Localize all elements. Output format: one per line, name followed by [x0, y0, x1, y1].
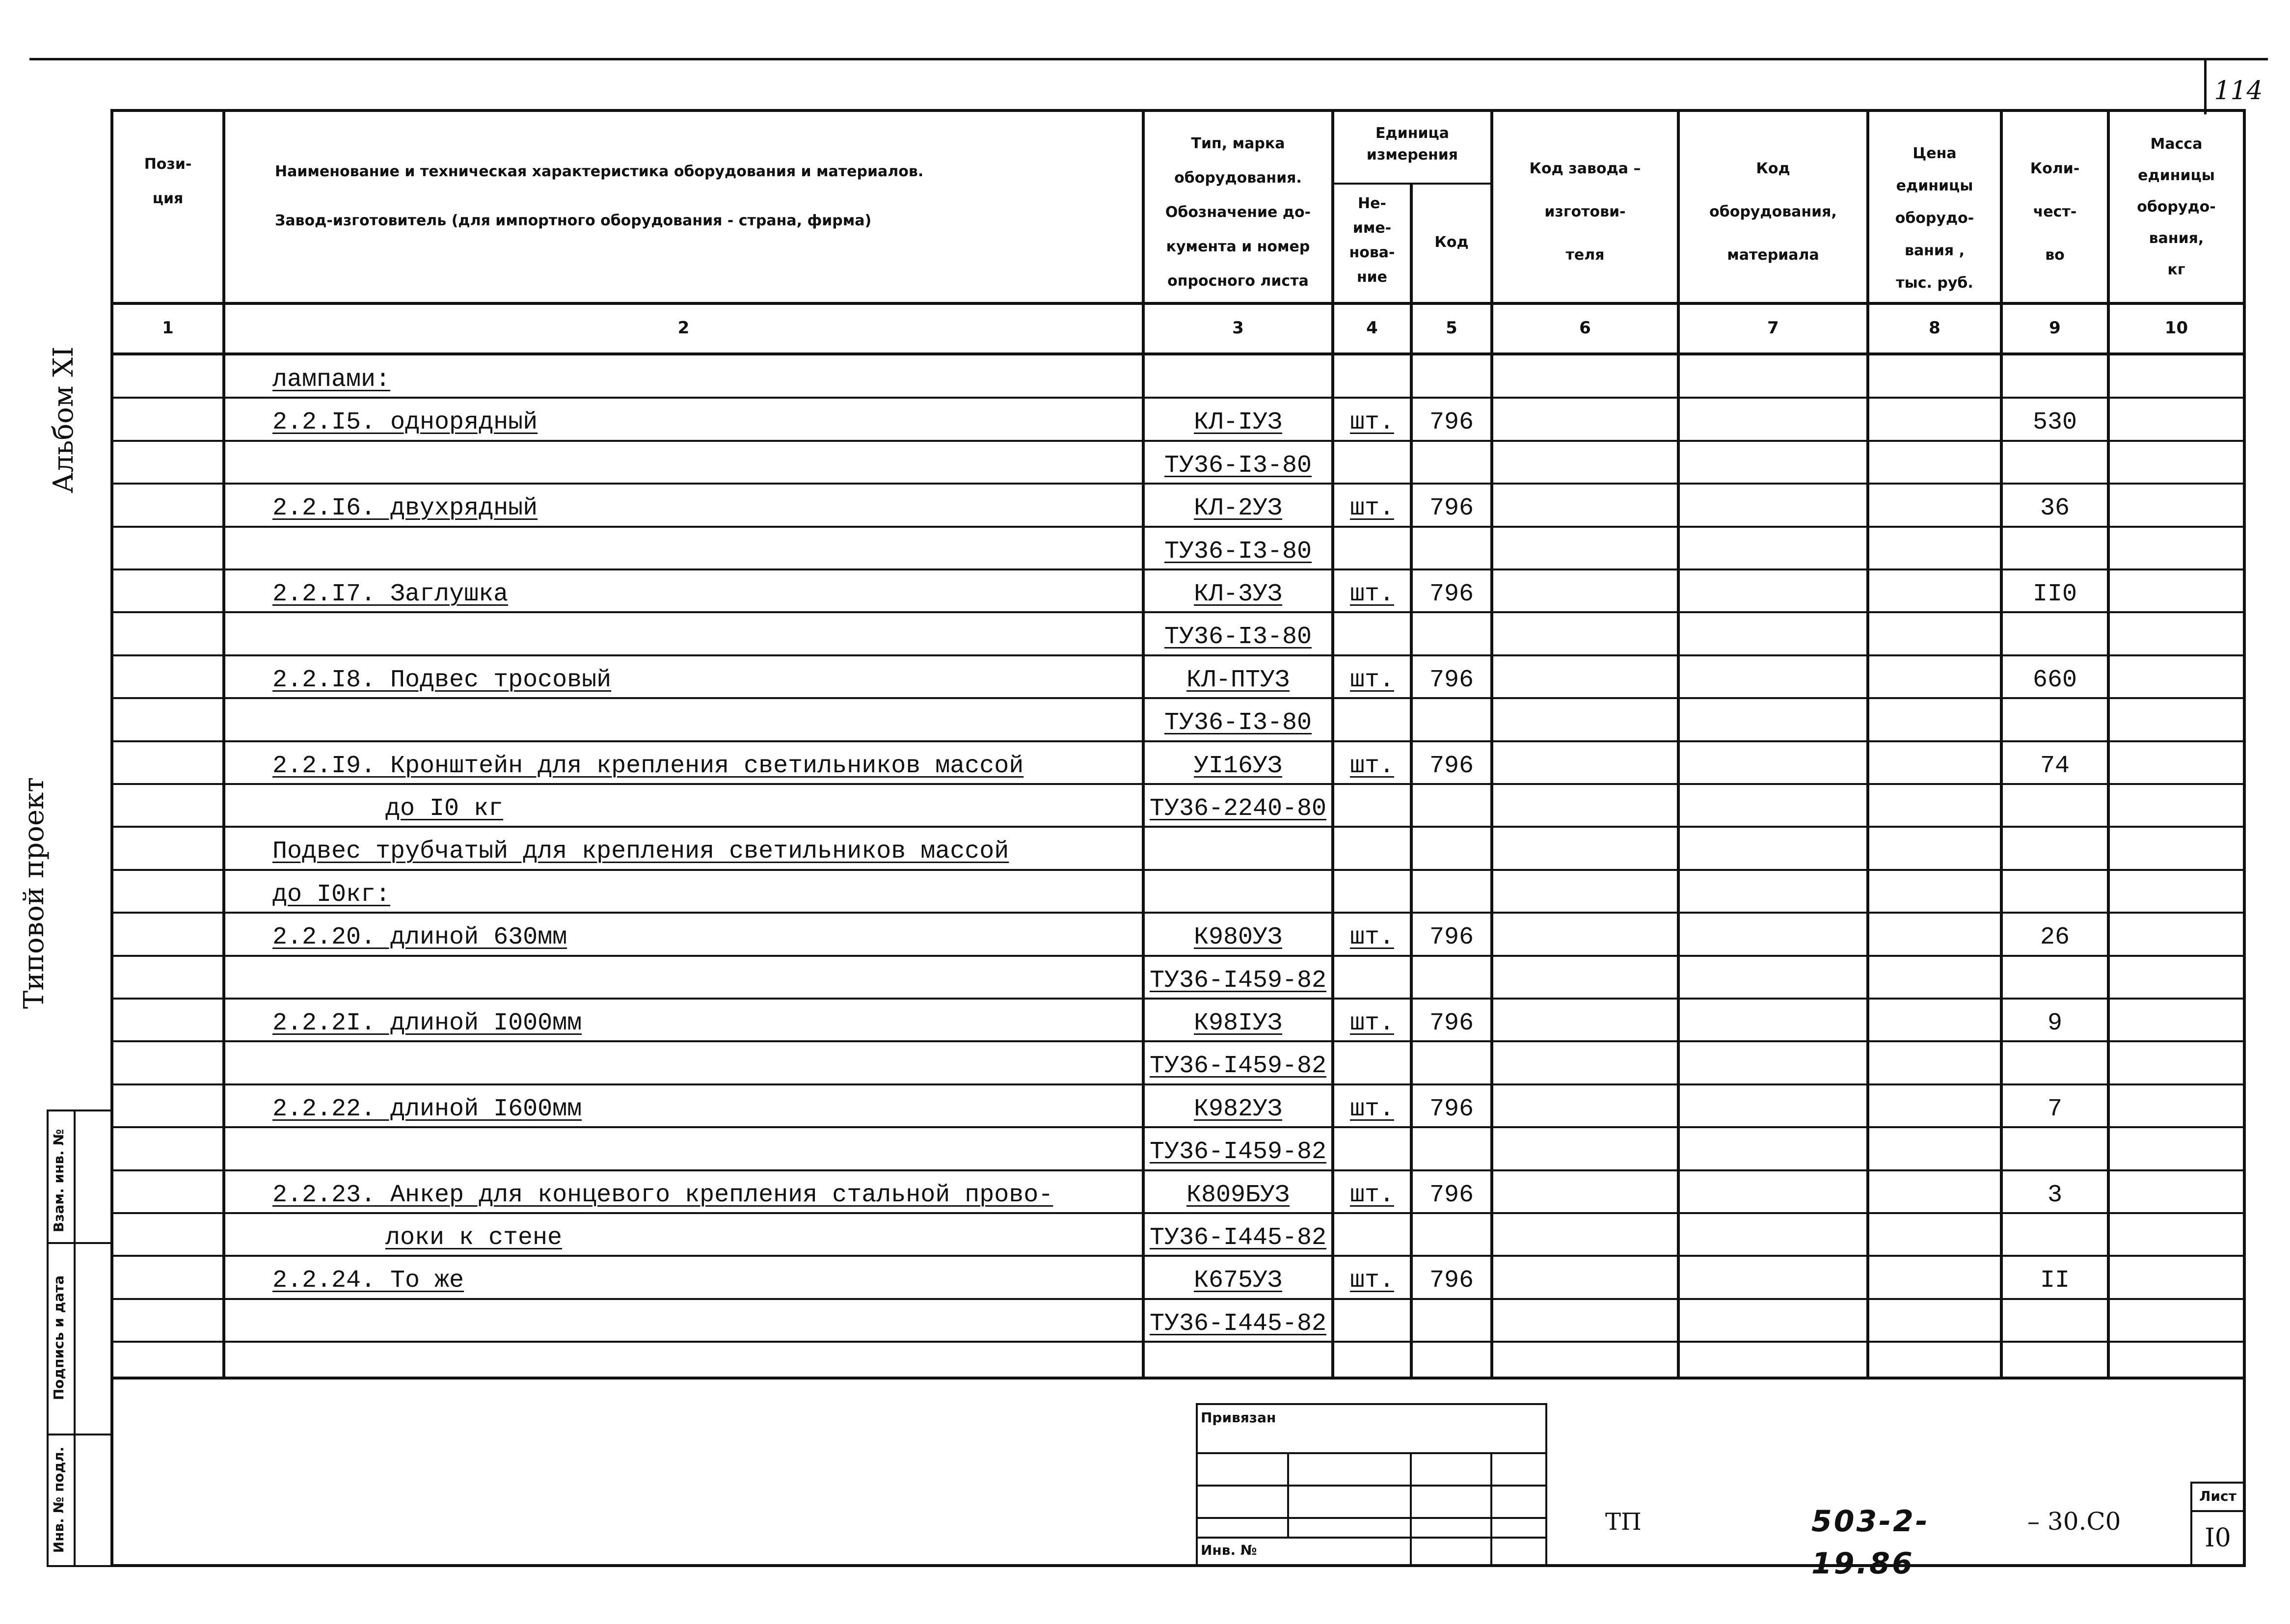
top-border-line — [29, 58, 2268, 60]
colnum-10: 10 — [2164, 318, 2188, 338]
table-cell-name — [272, 1128, 1136, 1171]
table-cell-pos — [113, 1128, 222, 1171]
table-cell-qty — [2003, 1042, 2107, 1085]
stamp-inv-no: Инв. № подл. — [51, 1446, 67, 1553]
table-cell-pos — [113, 999, 222, 1042]
top-number-divider — [2204, 58, 2207, 114]
header-col9: Коли- чест- во — [2030, 160, 2080, 264]
table-cell-unit — [1334, 827, 1410, 870]
col-line-1 — [222, 109, 225, 1380]
privyazan-left — [1196, 1403, 1198, 1565]
table-cell-qty — [2003, 870, 2107, 914]
table-cell-pos — [113, 699, 222, 742]
title-suffix: – 30.С0 — [2027, 1507, 2121, 1536]
table-cell-qty — [2003, 527, 2107, 570]
privyazan-right — [1545, 1403, 1547, 1565]
inv-no-label: Инв. № — [1201, 1542, 1257, 1558]
sheet-number-top: 114 — [2214, 76, 2263, 106]
header-col4: Не- име- нова- ние — [1349, 195, 1395, 286]
table-cell-pos — [113, 1085, 222, 1128]
table-cell-name: 2.2.I7. Заглушка — [272, 580, 509, 608]
table-cell-type — [1145, 870, 1331, 914]
table-cell-type: К980УЗ — [1193, 923, 1283, 951]
table-cell-type: К809БУЗ — [1186, 1181, 1290, 1209]
header-col6: Код завода – изготови- теля — [1529, 160, 1641, 264]
table-cell-pos — [113, 742, 222, 785]
table-cell-qty — [2003, 785, 2107, 828]
table-cell-qty — [2003, 699, 2107, 742]
privyazan-v3 — [1490, 1452, 1492, 1565]
privyazan-h3 — [1196, 1517, 1546, 1519]
table-cell-code: 796 — [1429, 1009, 1474, 1037]
table-cell-code: 796 — [1429, 580, 1474, 608]
side-label-project: Типовой проект — [18, 777, 50, 1009]
table-cell-pos — [113, 398, 222, 441]
table-cell-unit: шт. — [1349, 752, 1394, 780]
table-cell-type: К98IУЗ — [1193, 1009, 1283, 1037]
table-cell-code — [1413, 441, 1490, 485]
table-cell-name: Подвес трубчатый для крепления светильников массой — [272, 838, 1009, 866]
table-cell-name: 2.2.2I. длиной I000мм — [272, 1009, 582, 1037]
table-cell-pos — [113, 1042, 222, 1085]
privyazan-label: Привязан — [1201, 1409, 1276, 1426]
table-cell-unit: шт. — [1349, 923, 1394, 951]
table-cell-name: лампами: — [272, 366, 391, 394]
table-cell-qty: 26 — [2040, 923, 2070, 951]
header-col1: Пози- ция — [144, 156, 192, 207]
header-col5: Код — [1434, 234, 1469, 251]
table-cell-code: 796 — [1429, 1095, 1474, 1123]
table-cell-qty — [2003, 355, 2107, 399]
table-cell-type: К982УЗ — [1193, 1095, 1283, 1123]
header-col3: Тип, марка оборудования. Обозначение до- кумента и номер опросного листа — [1165, 135, 1311, 290]
table-cell-name: 2.2.I6. двухрядный — [272, 494, 538, 522]
table-cell-code — [1413, 785, 1490, 828]
table-cell-qty: 3 — [2047, 1181, 2062, 1209]
header-col8: Цена единицы оборудо- вания , тыс. руб. — [1895, 145, 1974, 292]
table-cell-type: К675УЗ — [1193, 1267, 1283, 1295]
table-cell-code: 796 — [1429, 1267, 1474, 1295]
col-line-9 — [2107, 109, 2110, 1380]
table-cell-unit — [1334, 527, 1410, 570]
table-cell-qty: 74 — [2040, 752, 2070, 780]
sheet-box-top — [2190, 1482, 2244, 1484]
table-cell-code — [1413, 699, 1490, 742]
table-cell-qty: 36 — [2040, 494, 2070, 522]
table-cell-type: ТУ36-I459-82 — [1149, 1052, 1327, 1080]
table-cell-unit — [1334, 785, 1410, 828]
table-cell-name — [272, 1299, 1136, 1343]
stamp-sign-date: Подпись и дата — [51, 1275, 67, 1401]
table-cell-unit — [1334, 699, 1410, 742]
table-cell-qty — [2003, 1214, 2107, 1257]
table-cell-name — [272, 441, 1136, 485]
colnum-4: 4 — [1366, 318, 1378, 338]
table-cell-code: 796 — [1429, 752, 1474, 780]
stamp-strip-mid — [74, 1110, 76, 1566]
table-cell-code: 796 — [1429, 923, 1474, 951]
table-cell-code — [1413, 1128, 1490, 1171]
table-cell-qty — [2003, 956, 2107, 1000]
table-cell-qty: 7 — [2047, 1095, 2062, 1123]
table-cell-type: ТУ36-I3-80 — [1164, 538, 1312, 566]
table-cell-name: 2.2.I9. Кронштейн для крепления светильников массой — [272, 752, 1024, 780]
table-cell-code — [1413, 527, 1490, 570]
table-cell-type: КЛ-IУЗ — [1193, 408, 1283, 436]
colnum-1: 1 — [162, 318, 174, 338]
side-label-album: Альбом XI — [48, 346, 80, 493]
table-cell-code — [1413, 613, 1490, 656]
table-cell-pos — [113, 1171, 222, 1214]
sheet-box-mid — [2190, 1510, 2244, 1512]
table-cell-pos — [113, 484, 222, 527]
table-cell-qty: 9 — [2047, 1009, 2062, 1037]
table-cell-type: ТУ36-I445-82 — [1149, 1224, 1327, 1252]
colnum-5: 5 — [1446, 318, 1457, 338]
table-cell-name: 2.2.20. длиной 630мм — [272, 923, 567, 951]
title-designation: 503-2-19.86 — [1811, 1504, 1930, 1581]
table-cell-name — [272, 956, 1136, 1000]
table-cell-pos — [113, 355, 222, 399]
header-col10: Масса единицы оборудо- вания, кг — [2137, 135, 2216, 278]
table-cell-code — [1413, 1214, 1490, 1257]
sheet-value: I0 — [2205, 1523, 2231, 1553]
table-cell-qty: 660 — [2032, 666, 2077, 694]
table-cell-unit — [1334, 1128, 1410, 1171]
colnum-6: 6 — [1579, 318, 1591, 338]
table-cell-type: ТУ36-I3-80 — [1164, 623, 1312, 651]
table-cell-unit — [1334, 870, 1410, 914]
table-cell-code — [1413, 956, 1490, 1000]
table-cell-name: 2.2.I8. Подвес тросовый — [272, 666, 612, 694]
table-cell-qty: II0 — [2032, 580, 2077, 608]
table-cell-qty — [2003, 613, 2107, 656]
table-cell-pos — [113, 913, 222, 956]
table-cell-unit — [1334, 956, 1410, 1000]
table-cell-type: КЛ-2УЗ — [1193, 494, 1283, 522]
table-cell-name — [272, 699, 1136, 742]
table-cell-type — [1145, 827, 1331, 870]
table-cell-code — [1413, 827, 1490, 870]
table-cell-unit — [1334, 1042, 1410, 1085]
header-col45-top: Единица измерения — [1366, 125, 1458, 163]
colnum-2: 2 — [677, 318, 690, 338]
table-cell-code: 796 — [1429, 408, 1474, 436]
table-cell-type: УI16УЗ — [1193, 752, 1283, 780]
table-cell-pos — [113, 1299, 222, 1343]
table-cell-unit: шт. — [1349, 1181, 1394, 1209]
table-cell-unit — [1334, 613, 1410, 656]
table-cell-type: ТУ36-I459-82 — [1149, 1138, 1327, 1166]
table-cell-name — [272, 1042, 1136, 1085]
table-cell-qty — [2003, 1299, 2107, 1343]
privyazan-h1 — [1196, 1452, 1546, 1454]
table-cell-type: КЛ-ПТУЗ — [1186, 666, 1290, 694]
col-line-5 — [1490, 109, 1493, 1380]
table-cell-unit: шт. — [1349, 1095, 1394, 1123]
table-cell-name: до I0кг: — [272, 881, 391, 909]
privyazan-h4 — [1196, 1537, 1546, 1539]
col-line-7 — [1866, 109, 1869, 1380]
frame-top — [110, 109, 2246, 112]
table-cell-unit: шт. — [1349, 1267, 1394, 1295]
privyazan-top — [1196, 1403, 1546, 1405]
table-cell-name: 2.2.I5. однорядный — [272, 408, 538, 436]
colnum-7: 7 — [1767, 318, 1779, 338]
table-cell-pos — [113, 656, 222, 699]
stamp-strip-top — [47, 1110, 110, 1111]
table-body-bottom — [110, 1377, 2246, 1380]
table-cell-pos — [113, 527, 222, 570]
table-cell-name — [272, 527, 1136, 570]
table-cell-name: 2.2.24. То же — [272, 1267, 464, 1295]
table-cell-name: до I0 кг — [385, 795, 504, 823]
table-cell-name: локи к стене — [385, 1224, 563, 1252]
table-cell-pos — [113, 785, 222, 828]
table-cell-type: ТУ36-I445-82 — [1149, 1310, 1327, 1338]
table-cell-qty: 530 — [2032, 408, 2077, 436]
table-cell-code: 796 — [1429, 666, 1474, 694]
colnum-3: 3 — [1232, 318, 1244, 338]
table-cell-code: 796 — [1429, 494, 1474, 522]
frame-bottom — [110, 1564, 2246, 1567]
table-cell-code — [1413, 1299, 1490, 1343]
table-cell-code — [1413, 870, 1490, 914]
table-cell-unit — [1334, 1299, 1410, 1343]
table-cell-type: ТУ36-I3-80 — [1164, 452, 1312, 480]
table-cell-pos — [113, 613, 222, 656]
table-cell-pos — [113, 441, 222, 485]
sheet-box-left — [2190, 1482, 2192, 1565]
table-cell-unit: шт. — [1349, 408, 1394, 436]
table-cell-pos — [113, 956, 222, 1000]
col-line-6 — [1677, 109, 1680, 1380]
table-cell-name — [272, 613, 1136, 656]
privyazan-v1 — [1287, 1452, 1289, 1538]
table-cell-unit: шт. — [1349, 494, 1394, 522]
table-cell-qty — [2003, 441, 2107, 485]
table-cell-name: 2.2.22. длиной I600мм — [272, 1095, 582, 1123]
table-cell-code — [1413, 1042, 1490, 1085]
table-cell-pos — [113, 870, 222, 914]
table-cell-qty — [2003, 827, 2107, 870]
header-col2: Наименование и техническая характеристика оборудования и материалов. Завод-изготовитель (для импортного оборудования - страна, фирма) — [275, 163, 924, 229]
table-cell-pos — [113, 570, 222, 613]
table-cell-type: ТУ36-2240-80 — [1149, 795, 1327, 823]
header-col7: Код оборудования, материала — [1709, 160, 1837, 264]
stamp-vzam-inv: Взам. инв. № — [51, 1129, 67, 1233]
privyazan-v2 — [1410, 1452, 1412, 1565]
table-cell-code: 796 — [1429, 1181, 1474, 1209]
table-cell-type: КЛ-3УЗ — [1193, 580, 1283, 608]
privyazan-h2 — [1196, 1485, 1546, 1487]
title-tp: ТП — [1605, 1508, 1642, 1536]
table-cell-pos — [113, 1256, 222, 1299]
table-cell-type: ТУ36-I459-82 — [1149, 967, 1327, 995]
table-cell-code — [1413, 355, 1490, 399]
table-cell-unit: шт. — [1349, 580, 1394, 608]
table-cell-unit — [1334, 1214, 1410, 1257]
colnum-8: 8 — [1929, 318, 1940, 338]
table-cell-qty — [2003, 1128, 2107, 1171]
table-cell-unit — [1334, 441, 1410, 485]
table-cell-unit — [1334, 355, 1410, 399]
table-cell-qty: II — [2040, 1267, 2070, 1295]
table-cell-name: 2.2.23. Анкер для концевого крепления стальной прово- — [272, 1181, 1053, 1209]
table-cell-type — [1145, 355, 1331, 399]
table-cell-pos — [113, 1214, 222, 1257]
table-cell-type: ТУ36-I3-80 — [1164, 709, 1312, 737]
table-cell-pos — [113, 827, 222, 870]
table-cell-unit: шт. — [1349, 666, 1394, 694]
colnum-9: 9 — [2049, 318, 2061, 338]
table-cell-unit: шт. — [1349, 1009, 1394, 1037]
sheet-label: Лист — [2199, 1488, 2236, 1504]
frame-right — [2243, 109, 2246, 1565]
